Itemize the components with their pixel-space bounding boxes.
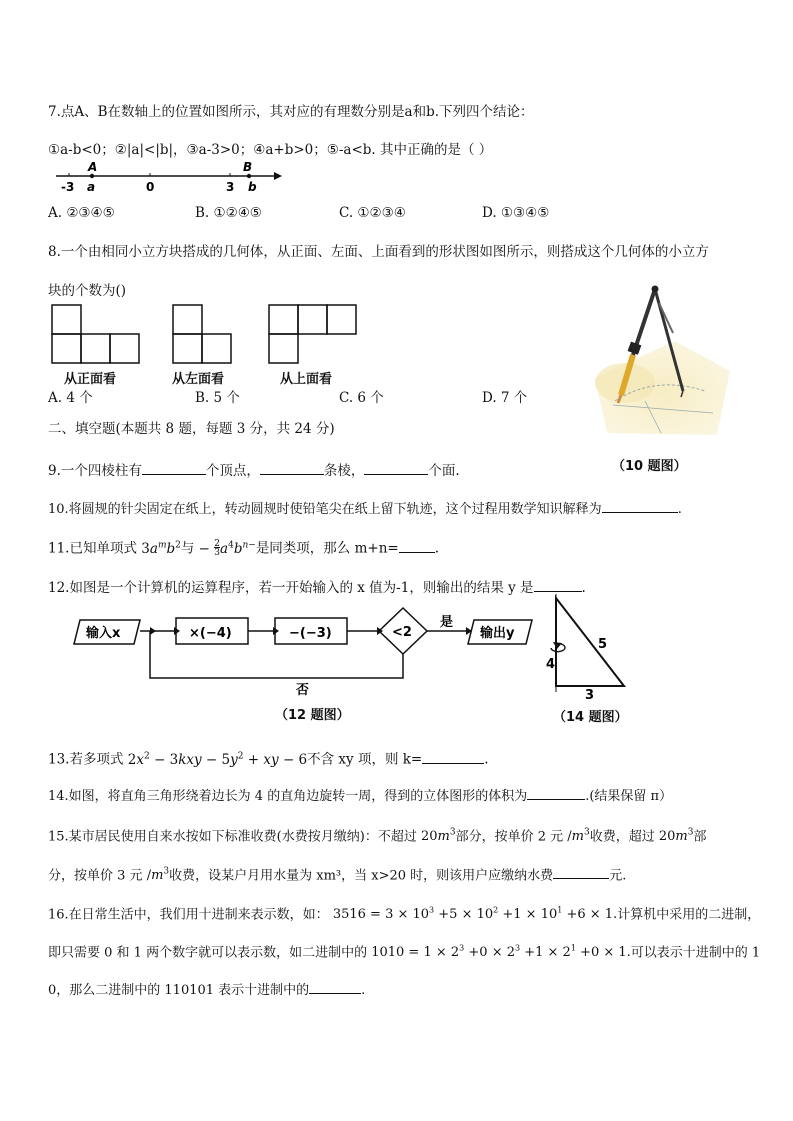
axis-tick-b: b <box>248 180 257 194</box>
q15-unit-per-m3-a: $/m^3$ <box>567 828 590 845</box>
q15-line1 <box>48 824 707 846</box>
q12-flowchart <box>70 600 540 700</box>
fig14-side-hypotenuse: 5 <box>598 637 608 652</box>
q13-text <box>48 747 489 769</box>
flow-output-label: 输出y <box>480 626 515 641</box>
q13-blank <box>422 749 484 764</box>
q16-line2 <box>48 940 760 962</box>
q10-blank <box>602 498 678 513</box>
q15-unit-per-m3-b: $/m^3$ <box>146 867 170 884</box>
q8-option-c: C. 6 个 <box>339 390 384 406</box>
flow-condition-label: <2 <box>392 625 412 640</box>
left-view-figure <box>171 303 241 365</box>
q11-monomial-1: $3a^mb^2$ <box>141 540 181 557</box>
q8-option-d: D. 7 个 <box>482 390 528 406</box>
q12-end: . <box>581 580 586 596</box>
q8-option-b: B. 5 个 <box>195 390 240 406</box>
q7-number-line <box>52 160 292 196</box>
q16-line3 <box>48 979 365 1000</box>
flow-no-label: 否 <box>296 683 310 698</box>
q11-post: 是同类项，那么 m+n= <box>255 540 399 557</box>
q11-text <box>48 536 439 558</box>
q9-blank-vertices <box>142 460 206 475</box>
q10-text <box>48 498 682 519</box>
q7-option-b: B. ①②④⑤ <box>195 205 262 221</box>
q14-triangle-figure <box>545 592 640 702</box>
q15-unit-20m3-b: $20m^3$ <box>658 828 694 845</box>
q14-blank <box>527 785 585 800</box>
q13-post: 不含 xy 项，则 k= <box>307 751 423 768</box>
q13-pre: 13.若多项式 <box>48 751 124 768</box>
q7-stem: 7.点A、B在数轴上的位置如图所示，其对应的有理数分别是a和b.下列四个结论： <box>48 104 534 120</box>
q9-text <box>48 460 460 480</box>
q13-polynomial: $2x^2 - 3kxy - 5y^2$ + xy − 6 <box>127 751 308 768</box>
q16-binary-expansion: $1010 = 1 \times 2^3 +0 \times 2^3 +1 \times 2^1 +0 \times 1$. <box>371 944 631 961</box>
q16-l2b: 可以表示十进制中的 1 <box>630 945 761 961</box>
q14-end: .(结果保留 π） <box>585 789 673 804</box>
q16-l2: 即只需要 0 和 1 两个数字就可以表示数，如二进制中的 <box>48 945 368 961</box>
q14-stem: 14.如图，将直角三角形绕着边长为 4 的直角边旋转一周，得到的立体图形的体积为 <box>48 789 528 804</box>
axis-tick-neg3: -3 <box>61 180 75 194</box>
q15-l1b: 部分，按单价 2 元 <box>455 829 564 845</box>
q11-end: . <box>434 540 440 557</box>
q8-option-a: A. 4 个 <box>48 390 93 406</box>
q9-blank-faces <box>364 460 428 475</box>
compass-illustration <box>585 283 735 443</box>
fig12-caption: （12 题图） <box>275 708 350 723</box>
q13-end: . <box>484 751 489 768</box>
q7-option-d: D. ①③④⑤ <box>482 205 550 221</box>
q15-blank <box>553 864 609 879</box>
section-fill-in-title: 二、填空题(本题共 8 题，每题 3 分，共 24 分) <box>48 421 335 437</box>
q12-stem: 12.如图是一个计算机的运算程序，若一开始输入的 x 值为-1，则输出的结果 y 是 <box>48 580 534 596</box>
flow-op1-label: ×(−4) <box>189 626 232 641</box>
q16-l1: 16.在日常生活中，我们用十进制来表示数，如： <box>48 907 329 923</box>
q8-stem-line1: 8.一个由相同小立方块搭成的几何体，从正面、左面、上面看到的形状图如图所示，则搭成这个几何体的小立方 <box>48 244 709 260</box>
q9-part3: 条棱， <box>323 463 365 479</box>
axis-tick-a: a <box>87 180 96 194</box>
axis-tick-0: 0 <box>146 180 155 194</box>
q16-decimal-expansion: $3516 = 3 \times 10^3 +5 \times 10^2 +1 \times 10^1 +6 \times 1$. <box>332 906 618 923</box>
q16-l1b: 计算机中采用的二进制， <box>617 907 761 923</box>
fig14-caption: （14 题图） <box>553 710 628 725</box>
q9-part4: 个面. <box>428 463 460 479</box>
top-view-label: 从上面看 <box>280 372 333 387</box>
front-view-figure <box>50 303 150 365</box>
q15-unit-20m3-a: $20m^3$ <box>420 828 456 845</box>
q14-text <box>48 785 672 806</box>
q16-end: . <box>361 983 366 998</box>
axis-tick-3: 3 <box>226 180 235 194</box>
axis-point-b-label: B <box>243 160 253 174</box>
flow-input-label: 输入x <box>86 626 121 641</box>
q11-mid: 与 <box>180 540 195 557</box>
q7-option-a: A. ②③④⑤ <box>48 205 115 221</box>
q16-line1 <box>48 902 760 924</box>
q12-blank <box>534 577 582 592</box>
axis-point-a-label: A <box>88 160 98 174</box>
flow-op2-label: −(−3) <box>289 626 332 641</box>
q9-part1: 9.一个四棱柱有 <box>48 463 142 479</box>
q7-option-c: C. ①②③④ <box>339 205 406 221</box>
top-view-figure <box>267 303 367 365</box>
q10-end: . <box>677 502 682 517</box>
q15-l2b: 收费，设某户月用水量为 xm³，当 x>20 时，则该用户应缴纳水费 <box>169 868 554 884</box>
q15-l1c: 收费，超过 <box>589 829 655 845</box>
q7-conclusions: ①a-b<0；②|a|<|b|，③a-3>0；④a+b>0；⑤-a<b. 其中正确的是（ ） <box>48 142 493 158</box>
q11-pre: 11.已知单项式 <box>48 540 137 557</box>
q9-part2: 个顶点， <box>205 463 260 479</box>
q12-text <box>48 577 586 597</box>
q16-blank <box>309 979 361 994</box>
q15-l2c: 元. <box>609 868 627 884</box>
q8-stem-line2: 块的个数为() <box>48 283 127 299</box>
q15-l1d: 部 <box>693 829 707 845</box>
fig14-side-base: 3 <box>585 688 595 702</box>
flow-yes-label: 是 <box>440 615 454 630</box>
left-view-label: 从左面看 <box>172 372 225 387</box>
fig14-side-vertical: 4 <box>546 657 556 672</box>
q15-line2 <box>48 863 626 885</box>
q11-monomial-2: − 2 $3a^4b^{n-}$ <box>198 539 256 558</box>
q11-blank <box>399 538 435 553</box>
q9-blank-edges <box>260 460 324 475</box>
q15-l1a: 15.某市居民使用自来水按如下标准收费(水费按月缴纳)：不超过 <box>48 829 417 845</box>
q15-l2a: 分，按单价 3 元 <box>48 868 143 884</box>
q10-stem: 10.将圆规的针尖固定在纸上，转动圆规时使铅笔尖在纸上留下轨迹，这个过程用数学知识解释为 <box>48 502 602 517</box>
fig10-caption: （10 题图） <box>612 459 687 474</box>
front-view-label: 从正面看 <box>64 372 117 387</box>
q16-l3: 0，那么二进制中的 110101 表示十进制中的 <box>48 983 310 998</box>
